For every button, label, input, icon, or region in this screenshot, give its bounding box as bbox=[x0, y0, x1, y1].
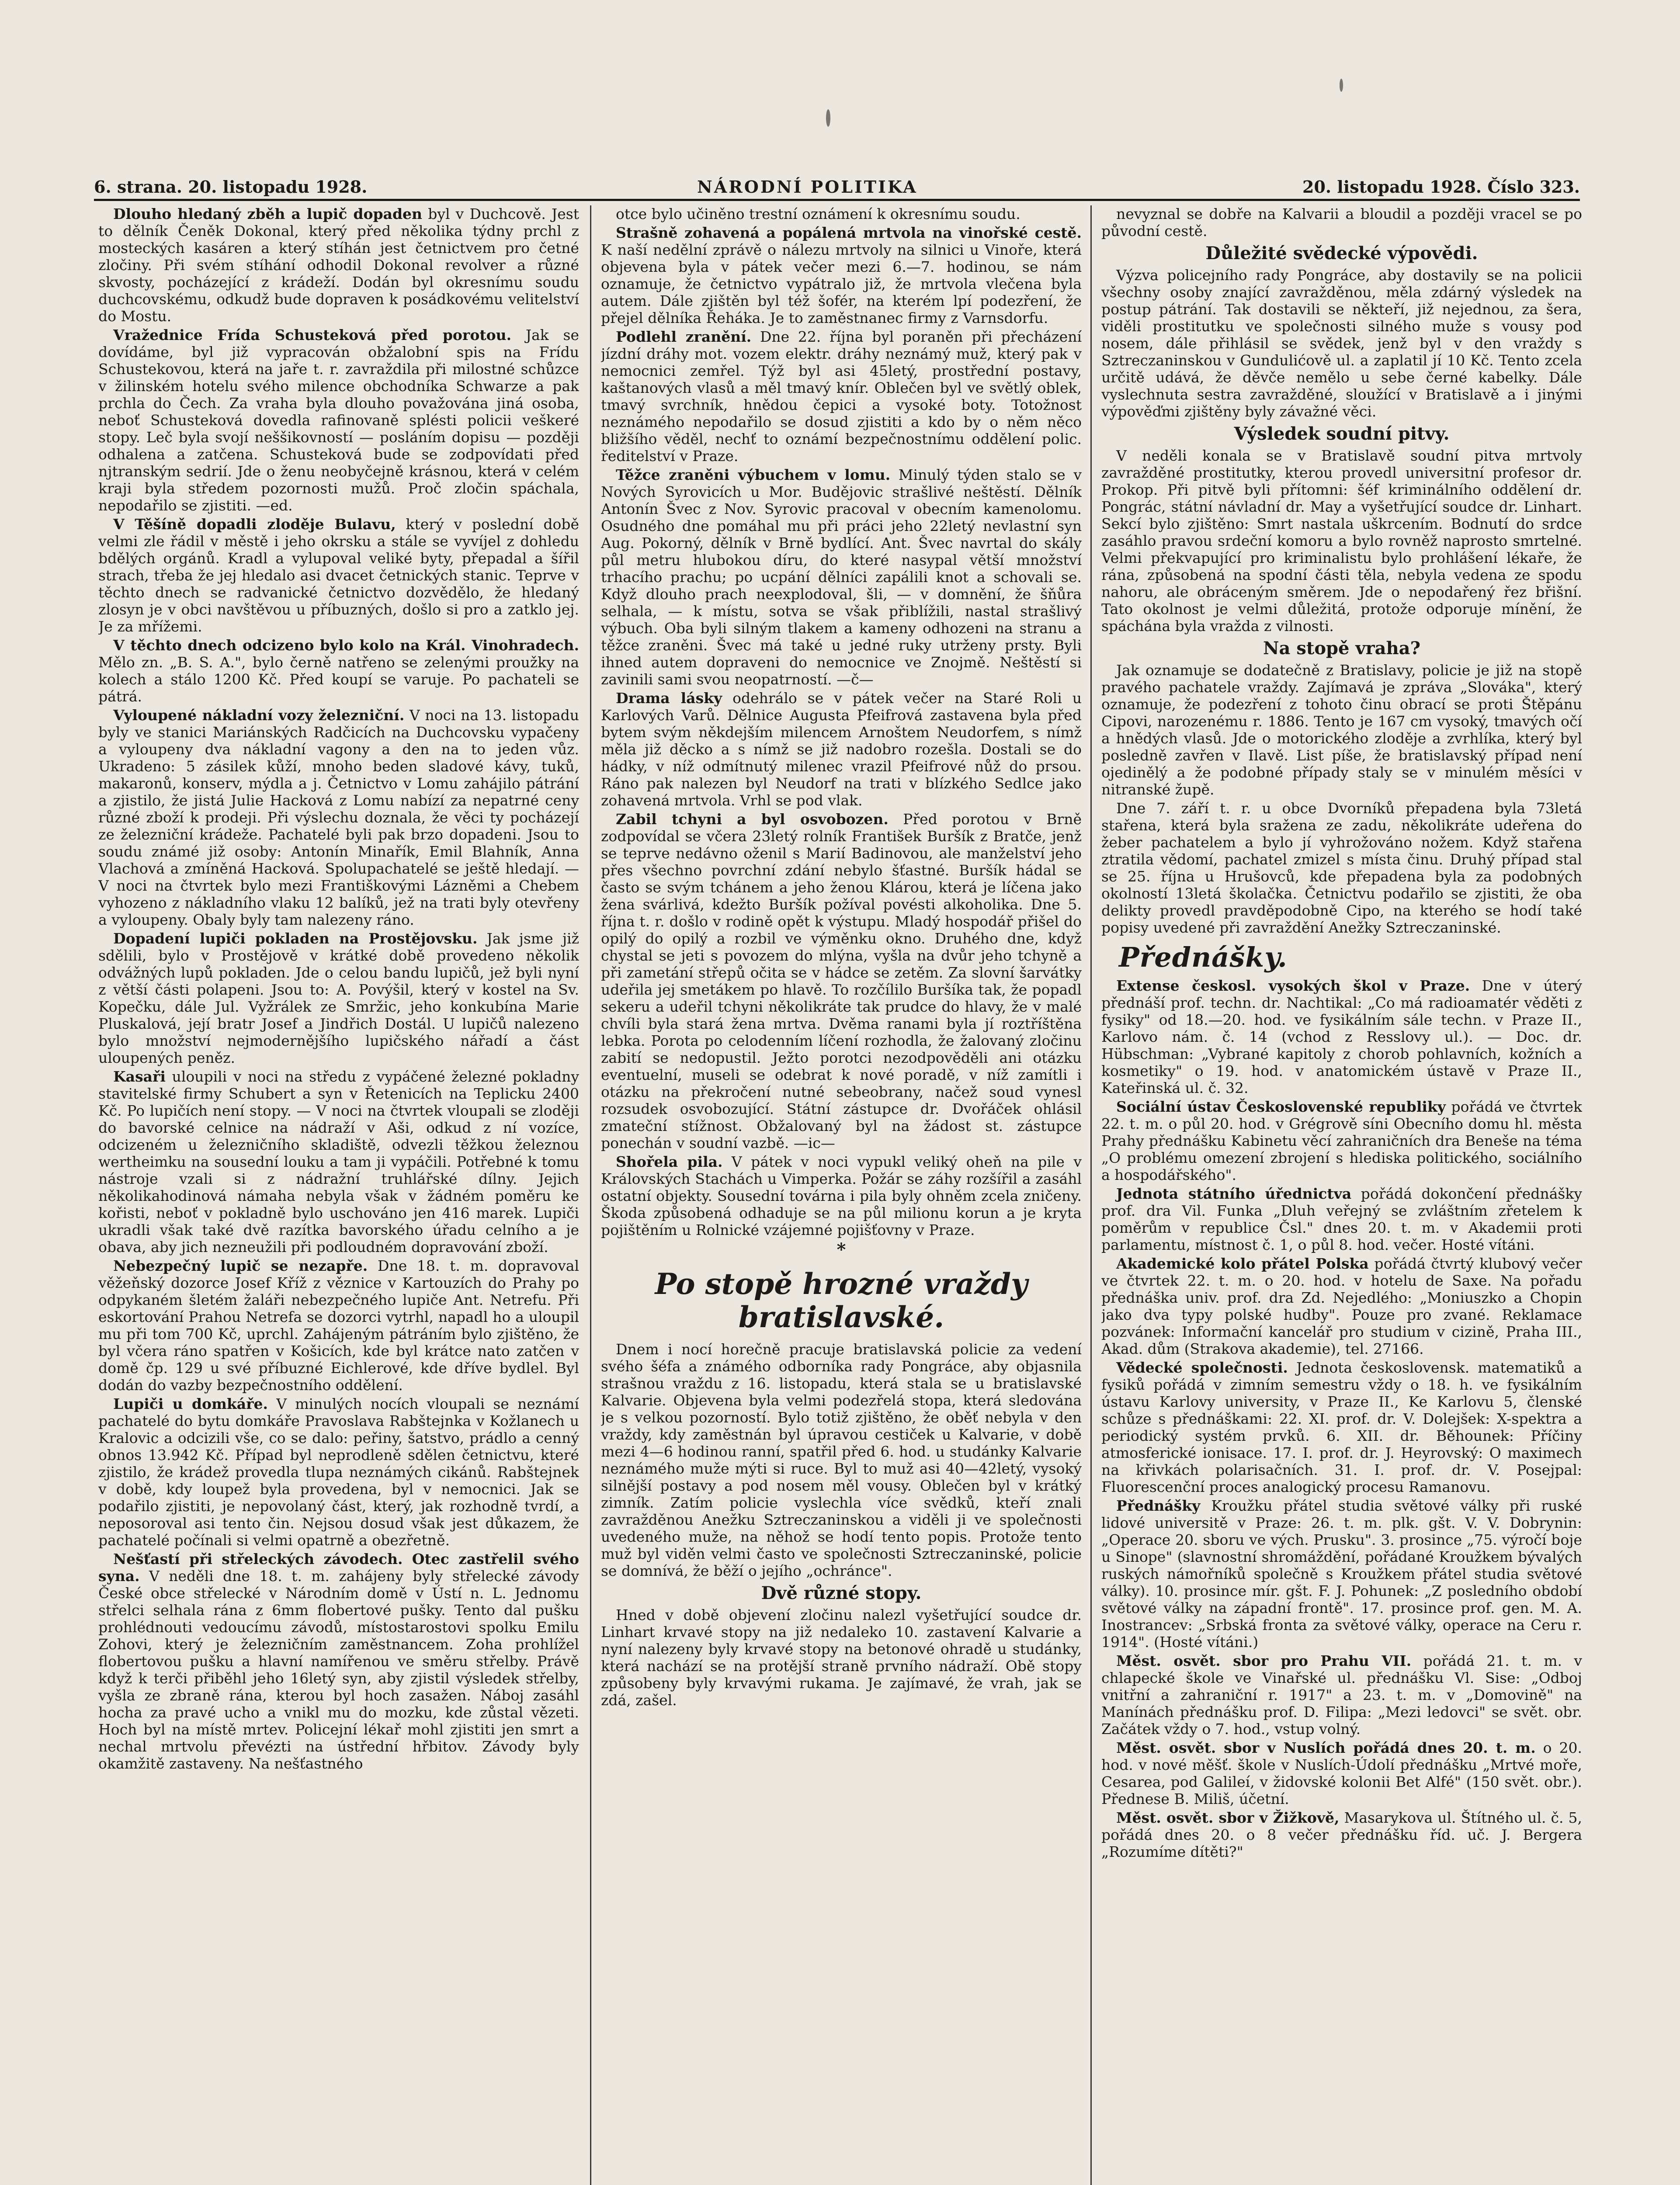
column-rule bbox=[590, 205, 591, 2185]
article-headline: Měst. osvět. sbor v Žižkově, bbox=[1116, 1809, 1340, 1826]
article-headline: V Těšíně dopadli zloděje Bulavu, bbox=[113, 516, 396, 533]
article-title: Po stopě hrozné vraždy bratislavské. bbox=[655, 1267, 1028, 1334]
article-text: nevyznal se dobře na Kalvarii a bloudil a později vracel se po původní cestě. bbox=[1101, 205, 1582, 239]
article-headline: Těžce zraněni výbuchem v lomu. bbox=[616, 466, 891, 483]
article-paragraph bbox=[1101, 1185, 1582, 1253]
article-paragraph bbox=[601, 811, 1082, 1151]
article-text: odehrálo se v pátek večer na Staré Roli u Karlových Varů. Dělnice Augusta Pfeifrová zastavena byla před bytem svým někdejším milencem Arnoštem Neudorfem, s nímž měla již děcko a s nímž se již nadobro rozešla. Dostali se do hádky, v níž odmítnutý milenec vrazil Pfeifrové nůž do prsou. Ráno pak nalezen byl Neudorf na trati v blízkého Sedlce jako zohavená mrtvola. Vrhl se pod vlak. bbox=[601, 690, 1082, 809]
article-text: Kroužku přátel studia světové války při ruské lidové universitě v Praze: 26. t. m. plk. gšt. V. V. Dobrynin: „Operace 20. sboru ve vých. Prusku". 3. prosince „75. výročí boje u Sinope" (slavnostní shromáždění, pořádané Kroužkem bývalých ruských námořníků společně s Kroužkem přátel studia světové války). 10. prosince mír. gšt. F. J. Pohunek: „Z posledního období světové války na západní frontě". 17. prosince prof. gen. M. A. Inostrancev: „Srbská fronta za světové války, operace na Ceru r. 1914". (Hosté vítáni.) bbox=[1101, 1497, 1582, 1651]
article-headline: Dlouho hledaný zběh a lupič dopaden bbox=[113, 205, 423, 222]
article-paragraph bbox=[98, 1068, 579, 1256]
article-paragraph bbox=[601, 466, 1082, 688]
article-paragraph bbox=[98, 516, 579, 635]
separator-star: * bbox=[837, 1239, 846, 1260]
article-paragraph bbox=[1101, 267, 1582, 420]
article-paragraph bbox=[1101, 662, 1582, 798]
article-paragraph bbox=[98, 1550, 579, 1772]
article-paragraph bbox=[98, 1257, 579, 1394]
article-paragraph bbox=[1101, 1098, 1582, 1183]
article-headline: Akademické kolo přátel Polska bbox=[1116, 1255, 1369, 1272]
column-1 bbox=[98, 205, 579, 2185]
article-text: pořádá 21. t. m. v chlapecké škole ve Vinařské ul. přednášku Vl. Sise: „Odboj vnitřní a zahraniční r. 1917" a 23. t. m. v „Domovině" na Manínách přednášku prof. D. Filipa: „Mezi ledovci" se svět. obr. Začátek vždy o 7. hod., vstup volný. bbox=[1101, 1652, 1582, 1738]
article-headline: Kasaři bbox=[113, 1068, 166, 1085]
article-headline: Shořela pila. bbox=[616, 1153, 723, 1170]
column-2 bbox=[601, 205, 1082, 2185]
article-text: pořádá ve čtvrtek 22. t. m. o půl 20. hod. v Grégrově síni Obecního domu hl. města Prahy přednášku Kabinetu věcí zahraničních dra Beneše na téma „O problému omezení zbrojení s hlediska politického, sociálního a hospodářského". bbox=[1101, 1098, 1582, 1183]
article-headline: Přednášky bbox=[1116, 1497, 1201, 1514]
article-text: uloupili v noci na středu z vypáčené železné pokladny stavitelské firmy Schubert a syn v Řetenicích na Teplicku 2400 Kč. Po lupičích není stopy. — V noci na čtvrtek vloupali se zloději do bavorské celnice na nádraží v Aši, odkud z ní vozíce, odcizeném u železničního skladiště, odvezli těžkou železnou wertheimku na sousední louku a tam ji vypáčili. Potřebné k tomu nástroje vzali si z nádražní truhlářské dílny. Jejich několikahodinová námaha nebyla však v žádném poměru ke kořisti, neboť v pokladně bylo uschováno jen 416 marek. Lupiči ukradli však také dvě razítka bavorského úřadu celního a je obava, aby jich nezneužili při podloudném dopravování zboží. bbox=[98, 1068, 579, 1256]
section-title: Přednášky. bbox=[1119, 941, 1288, 973]
article-headline: Strašně zohavená a popálená mrtvola na vinořské cestě. bbox=[616, 224, 1082, 241]
page-header bbox=[94, 177, 1580, 201]
article-paragraph bbox=[601, 1341, 1082, 1579]
article-paragraph bbox=[1101, 977, 1582, 1096]
article-text: V neděli konala se v Bratislavě soudní pitva mrtvoly zavražděné prostitutky, kterou provedl universitní profesor dr. Prokop. Při pitvě byli přítomni: šéf kriminálního oddělení dr. Pongrác, státní návladní dr. May a vyšetřující soudce dr. Linhart. Sekcí bylo zjištěno: Smrt nastala uškrcením. Bodnutí do srdce zasáhlo pravou srdeční komoru a bylo rovněž naprosto smrtelné. Velmi překvapující pro kriminalistu bylo prohlášení lékaře, že rána, způsobená na spodní části těla, nebyla vedena ze spodu nahoru, ale obráceným směrem. Jde o nepodařený řez břišní. Tato okolnost je velmi důležitá, protože odporuje mínění, že spáchána byla vražda z vilnosti. bbox=[1101, 447, 1582, 635]
article-paragraph bbox=[1101, 1497, 1582, 1651]
article-headline: Vědecké společnosti. bbox=[1116, 1359, 1288, 1376]
article-text: Minulý týden stalo se v Nových Syrovicích u Mor. Budějovic strašlivé neštěstí. Dělník Antonín Švec z Nov. Syrovic pracoval v obecním kamenolomu. Osudného dne pomáhal mu při práci jeho 22letý nevlastní syn Aug. Pokorný, dělník v Brně bydlící. Ant. Švec navrtal do skály půl metru hlubokou díru, do které nasypal větší množství trhacího prachu; po ucpání dělníci zapálili knot a schovali se. Když dlouho prach neexplodoval, šli, — v domnění, že šňůra selhala, — k místu, sotva se však přiblížili, nastal strašlivý výbuch. Oba byli silným tlakem a kameny odhozeni na stranu a těžce zraněni. Švec má také u jedné ruky utrženy prsty. Byli ihned autem dopraveni do nemocnice ve Znojmě. Neštěstí si zavinili sami svou neopatrností. —č— bbox=[601, 466, 1082, 688]
article-text: V noci na 13. listopadu byly ve stanici Mariánských Radčicích na Duchcovsku vypačeny a vyloupeny dva nákladní vagony a den na to jeden vůz. Ukradeno: 5 zásilek kůží, mnoho beden sladové kávy, tuků, makaronů, konserv, mýdla a j. Četnictvo v Lomu zahájilo pátrání a zjistilo, že jistá Julie Hacková z Lomu nabízí za nepatrné ceny různé zboží k prodeji. Při výslechu doznala, že věci ty pocházejí ze železniční krádeže. Pachatelé byli pak brzo dopadeni. Jsou to soudu známé již osoby: Antonín Minařík, Emil Blahník, Anna Vlachová a zmíněná Hacková. Spolupachatelé se ještě hledají. — V noci na čtvrtek bylo mezi Františkovými Lázněmi a Chebem vyhozeno z nákladního vlaku 12 balíků, jež na trati byly otevřeny a vyloupeny. Obaly byly tam nalezeny ráno. bbox=[98, 707, 579, 928]
article-text: pořádá dokončení přednášky prof. dra Vil. Funka „Dluh veřejný se zvláštním zřetelem k poměrům v republice Čsl." dnes 20. t. m. v Akademii proti parlamentu, místnost č. 1, o půl 8. hod. večer. Hosté vítáni. bbox=[1101, 1185, 1582, 1253]
article-headline: Vyloupené nákladní vozy železniční. bbox=[113, 707, 405, 724]
article-text: Masarykova ul. Štítného ul. č. 5, pořádá dnes 20. o 8 večer přednášku říd. uč. J. Bergera „Rozumíme dítěti?" bbox=[1101, 1809, 1582, 1860]
article-text: byl v Duchcově. Jest to dělník Čeněk Dokonal, který před několika týdny prchl z mosteckých kasáren a který stíhán jest četnictvem pro četné zločiny. Při svém stíhání odhodil Dokonal revolver a různé skvosty, pocházející z krádeží. Dodán byl okresnímu soudu duchcovskému, odkudž bude dopraven k posádkovému velitelství do Mostu. bbox=[98, 205, 579, 325]
article-paragraph bbox=[601, 224, 1082, 326]
subheading: Důležité svědecké výpovědi. bbox=[1205, 243, 1478, 264]
article-headline: Vražednice Frída Schusteková před porotou. bbox=[113, 326, 512, 343]
header-masthead: NÁRODNÍ POLITIKA bbox=[697, 177, 918, 197]
article-headline: Měst. osvět. sbor v Nuslích pořádá dnes 20. t. m. bbox=[1116, 1739, 1536, 1756]
article-text: Dne 22. října byl poraněn při přecházení jízdní dráhy mot. vozem elektr. dráhy neznámý muž, který pak v nemocnici zemřel. Týž byl asi 45letý, prostřední postavy, kaštanových vlasů a měl tmavý knír. Oblečen byl ve světlý oblek, tmavý svrchník, hnědou čepici a vysoké boty. Totožnost neznámého nepodařilo se dosud zjistiti a kdo by o něm něco bližšího věděl, nechť to oznámí bezpečnostnímu oddělení polic. ředitelství v Praze. bbox=[601, 328, 1082, 465]
article-paragraph bbox=[98, 205, 579, 325]
article-paragraph bbox=[98, 326, 579, 514]
article-headline: Extense českosl. vysokých škol v Praze. bbox=[1116, 977, 1470, 994]
article-text: V neděli dne 18. t. m. zahájeny byly střelecké závody České obce střelecké v Národním domě v Ústí n. L. Jednomu střelci selhala rána z 6mm flobertové pušky. Tento dal pušku prohlédnouti vedoucímu závodů, místostarostovi spolku Emilu Zohovi, který je železničním zaměstnancem. Zoha prohlížel flobertovou pušku a hlavní namířenou ve směru střelby. Právě když k terči přiběhl jeho 16letý syn, aby zjistil výsledek střelby, vyšla ze zbraně rána, kterou byl hoch zasažen. Náboj zasáhl hocha za pravé ucho a vnikl mu do mozku, kde zůstal vězeti. Hoch byl na místě mrtev. Policejní lékař mohl zjistiti jen smrt a nechal mrtvolu převézti na ústřední hřbitov. Závody byly okamžitě zastaveny. Na nešťastného bbox=[98, 1568, 579, 1772]
article-paragraph bbox=[1101, 205, 1582, 239]
article-text: Jak jsme již sdělili, bylo v Prostějově v krátké době provedeno několik odvážných lupů pokladen. Jde o celou bandu lupičů, jež byli nyní z větší části polapeni. Jsou to: A. Povýšil, který v kostel na Sv. Kopečku, dále Jul. Vyžrálek ze Smržic, jeho konkubína Marie Pluskalová, její bratr Josef a Jindřich Dostál. U lupičů nalezeno bylo množství nejmodernějšího lupičského nářadí a část uloupených peněz. bbox=[98, 930, 579, 1066]
article-text: který v poslední době velmi zle řádil v městě i jeho okrsku a stále se vyvíjel z dohledu bdělých orgánů. Kradl a vylupoval veliké byty, přepadal a šířil strach, třeba že jej hledalo asi dvacet četnických stanic. Teprve v těchto dnech se radvanické četnictvo dozvědělo, že hledaný zlosyn je v obci navštěvou u příbuzných, došlo si pro a zatklo jej. Je za mřížemi. bbox=[98, 516, 579, 635]
article-paragraph bbox=[601, 1606, 1082, 1709]
article-headline: V těchto dnech odcizeno bylo kolo na Král. Vinohradech. bbox=[113, 637, 579, 654]
article-text: Dne 18. t. m. dopravoval věžeňský dozorce Josef Kříž z věznice v Kartouzích do Prahy po odpykaném šletém žaláři nebezpečného lupiče Ant. Netrefu. Při eskortování Prahou Netrefa se dozorci vytrhl, napadl ho a uloupil mu při tom 700 Kč, uprchl. Zahájeným pátráním bylo zjištěno, že byl včera ráno spatřen v Košicích, kde byl krátce nato zatčen v domě čp. 129 u své příbuzné Eichlerové, kde dříve bydlel. Byl dodán do vazby bezpečnostního oddělení. bbox=[98, 1257, 579, 1394]
article-headline: Nešťastí při střeleckých závodech. Otec zastřelil svého syna. bbox=[98, 1550, 579, 1585]
article-headline: Podlehl zranění. bbox=[616, 328, 752, 345]
article-text: Dne 7. září t. r. u obce Dvorníků přepadena byla 73letá stařena, která byla sražena ze zadu, několikráte udeřena do žeber pachatelem a bylo jí vyhrožováno nožem. Když stařena ztratila vědomí, pachatel zmizel s místa činu. Druhý případ stal se 25. října u Hrušovců, kde přepadena byla za podobných okolností 13letá školačka. Četnictvu podařilo se zjistiti, že oba delikty provedl pravděpodobně Cipo, na kterého se hodí také popisy uvedené při zavraždění Anežky Sztreczaninské. bbox=[1101, 800, 1582, 936]
article-text: K naší nedělní zprávě o nálezu mrtvoly na silnici u Vinoře, která objevena byla v pátek večer mezi 6.—7. hodinou, se nám oznamuje, že četnictvo vypátralo již, že mrtvola vlečena byla autem. Dále zjištěn byl též šofér, na kterém lpí podezření, že přejel dělníka Řeháka. Je to zaměstnanec firmy z Varnsdorfu. bbox=[601, 241, 1082, 326]
article-text: Jak se dovídáme, byl již vypracován obžalobní spis na Frídu Schustekovou, která na jaře t. r. zavraždila při milostné schůzce v žilinském hotelu svého milence obchodníka Schwarze a pak prchla do Čech. Za vraha byla dlouho považována jiná osoba, neboť Schusteková dovedla rafinovaně splésti policii veškeré stopy. Leč byla svojí neššikovností — posláním dopisu — později odhalena a zatčena. Schusteková bude se zodpovídati před njtranským sedrií. Jde o ženu neobyčejně krásnou, která v celém kraji byla středem pozornosti mužů. Proč zločin spáchala, nepodařilo se zjistiti. —ed. bbox=[98, 326, 579, 514]
article-text: o 20. hod. v nové měšť. škole v Nuslích-Údolí přednášku „Mrtvé moře, Cesarea, pod Galileí, v židovské kolonii Bet Alfé" (150 svět. obr.). Přednese B. Miliš, účetní. bbox=[1101, 1739, 1582, 1807]
article-paragraph bbox=[98, 1395, 579, 1549]
article-paragraph bbox=[601, 690, 1082, 809]
article-text: Před porotou v Brně zodpovídal se včera 23letý rolník František Buršík z Bratče, jenž se teprve nedávno oženil s Marií Badinovou, ale manželství jeho přes všechno povrchní zdání nebylo šťastné. Buršík hádal se často se svým tchánem a jeho ženou Klárou, která je líčena jako žena svárlivá, kdežto Buršík požíval povésti alkoholika. Dne 5. října t. r. došlo v rodině opět k výstupu. Mladý hospodář přišel do opilý do opilý a rozbil ve výměnku okno. Druhého dne, když chystal se jeti s povozem do mlýna, vyšla na dvůr jeho tchyně a při zametání střepů očita se v hádce se zetěm. Za slovní šarvátky udeřila jej smetákem po hlavě. To rozčílilo Buršíka tak, že popadl sekeru a udeřil tchyni několikráte tak prudce do hlavy, že v malé chvíli byla stará žena mrtva. Dvěma ranami byla jí roztříštěna lebka. Porota po celodenním líčení rozhodla, že žalovaný zločinu zabití se nedopustil. Ježto porotci nezodpověděli ani otázku eventuelní, museli se odebrat k nové poradě, v níž zamítli i otázku na překročení nutné sebeobrany, načež soud vynesl rozsudek osvobozující. Státní zástupce dr. Dvořáček ohlásil zmateční stížnost. Obžalovaný byl na žádost st. zástupce ponechán v soudní vazbě. —ic— bbox=[601, 811, 1082, 1151]
article-paragraph bbox=[1101, 1739, 1582, 1807]
article-paragraph bbox=[601, 1153, 1082, 1238]
article-paragraph bbox=[601, 205, 1082, 222]
article-headline: Zabil tchyni a byl osvobozen. bbox=[616, 811, 889, 828]
article-text: Výzva policejního rady Pongráce, aby dostavily se na policii všechny osoby znající zavražděnou, měla zdárný výsledek na postup pátrání. Tak dostavili se někteří, již nejednou, za šera, viděli prostitutku ve společnosti silného muže s vousy pod nosem, dále přihlásil se svědek, jenž byl v den vraždy s Sztreczaninskou v Gundulićově ul. a zaplatil jí 10 Kč. Tento zcela určitě udává, že děvče nemělo u sebe černé kabelky. Dále vyslechnuta sestra zavražděné, sloužící v Bratislavě a i jinými výpověďmi zjištěny byly závažné věci. bbox=[1101, 267, 1582, 420]
article-text: Hned v době objevení zločinu nalezl vyšetřující soudce dr. Linhart krvavé stopy na již nedaleko 10. zastavení Kalvarie a nyní nalezeny byly krvavé stopy na betonové ohradě u studánky, která nachází se na protější straně prvního nádraží. Obě stopy způsobeny byly krvavými rukama. Je zajímavé, že vrah, jak se zdá, zašel. bbox=[601, 1606, 1082, 1709]
subheading: Výsledek soudní pitvy. bbox=[1234, 423, 1450, 444]
article-text: pořádá čtvrtý klubový večer ve čtvrtek 22. t. m. o 20. hod. v hotelu de Saxe. Na pořadu přednáška univ. prof. dra Zd. Nejedlého: „Moniuszko a Chopin jako dva typy polské hudby". Pouze pro zvané. Reklamace pozvánek: Informační kancelář pro studium v cizině, Praha III., Akad. dům (Strakova akademie), tel. 27166. bbox=[1101, 1255, 1582, 1357]
article-headline: Drama lásky bbox=[616, 690, 722, 707]
article-text: V minulých nocích vloupali se neznámí pachatelé do bytu domkáře Pravoslava Rabštejnka v Kožlanech u Kralovic a odcizili vše, co se dalo: peřiny, šatstvo, prádlo a cenný obnos 13.942 Kč. Případ byl neprodleně sdělen četnictvu, které zjistilo, že krádež provedla tlupa neznámých cikánů. Rabštejnek v době, kdy loupež byla provedena, byl v nemocnici. Jak se podařilo zjistiti, je nepovolaný část, který, jak rozhodně tvrdí, a neposoroval asi tento čin. Nejsou dosud však jest důkazem, že pachatelé počínali si velmi opatrně a obezřetně. bbox=[98, 1395, 579, 1549]
article-paragraph bbox=[98, 930, 579, 1066]
article-paragraph bbox=[601, 328, 1082, 465]
article-text: Mělo zn. „B. S. A.", bylo černě natřeno se zelenými proužky na kolech a stálo 1200 Kč. Před koupí se varuje. Po pachateli se pátrá. bbox=[98, 654, 579, 705]
article-headline: Lupiči u domkáře. bbox=[113, 1395, 268, 1412]
article-text: Dne v úterý přednáší prof. techn. dr. Nachtikal: „Co má radioamatér věděti z fysiky" od 18.—20. hod. ve fysikálním sále techn. v Praze II., Karlovo nám. č. 14 (vchod z Resslovy ul.). — Doc. dr. Hübschman: „Vybrané kapitoly z chorob pohlavních, kožních a kosmetiky" o 19. hod. v anatomickém ústavě v Praze II., Kateřinská ul. č. 32. bbox=[1101, 977, 1582, 1096]
header-left: 6. strana. 20. listopadu 1928. bbox=[94, 177, 368, 197]
article-text: Jak oznamuje se dodatečně z Bratislavy, policie je již na stopě pravého pachatele vraždy. Zajímavá je zpráva „Slováka", který oznamuje, že podezření z tohoto činu obrací se proti Štěpánu Cipovi, narozenému r. 1886. Tento je 167 cm vysoký, tmavých očí a hnědých vlasů. Jde o motorického zloděje a zvrhlíka, který byl posledně zavřen v Ilavě. List píše, že bratislavský případ není ojedinělý a že podobné případy staly se v minulém měsíci v nitranské župě. bbox=[1101, 662, 1582, 798]
column-3 bbox=[1101, 205, 1582, 2185]
column-rule bbox=[1090, 205, 1092, 2185]
article-paragraph bbox=[1101, 447, 1582, 635]
article-paragraph bbox=[1101, 1809, 1582, 1860]
article-headline: Jednota státního úřednictva bbox=[1116, 1185, 1352, 1202]
article-text: Dnem i nocí horečně pracuje bratislavská policie za vedení svého šéfa a známého odborníka rady Pongráce, aby objasnila strašnou vraždu z 16. listopadu, která stala se u bratislavské Kalvarie. Objevena byla velmi podezřelá stopa, která sledována je s velkou pozorností. Bylo totiž zjištěno, že oběť nebyla v den vraždy, kdy zaměstnán byl úpravou cestiček u Kalvarie, v době mezi 4—6 hodinou ranní, spatřil před 6. hod. u studánky Kalvarie neznámého muže mýti si ruce. Byl to muž asi 40—42letý, vysoký silnější postavy a pod nosem měl vousy. Oblečen byl v krátký zimník. Zatím policie vyslechla více svědků, kteří znali zavražděnou Anežku Sztreczaninskou a viděli ji ve společnosti uvedeného muže, na něhož se hodí tento popis. Protože tento muž byl viděn velmi často ve společnosti Sztreczaninské, policie se domnívá, že běží o jejího „ochránce". bbox=[601, 1341, 1082, 1579]
article-headline: Dopadení lupiči pokladen na Prostějovsku. bbox=[113, 930, 478, 947]
subheading: Na stopě vraha? bbox=[1263, 638, 1421, 659]
article-text: Jednota československ. matematiků a fysiků pořádá v zimním semestru vždy o 18. h. ve fysikálním ústavu Karlovy university, v Praze II., Ke Karlovu 5, členské schůze s přednáškami: 22. XI. prof. dr. V. Dolejšek: X-spektra a periodický systém prvků. 6. XII. dr. Běhounek: Příčiny atmosferické ionisace. 17. I. prof. dr. J. Heyrovský: O maximech na křivkách polarisačních. 31. I. prof. dr. V. Posejpal: Fluorescenční proces analogický procesu Ramanovu. bbox=[1101, 1359, 1582, 1495]
article-headline: Měst. osvět. sbor pro Prahu VII. bbox=[1116, 1652, 1412, 1669]
article-paragraph bbox=[98, 637, 579, 705]
header-right: 20. listopadu 1928. Číslo 323. bbox=[1302, 177, 1580, 197]
article-paragraph bbox=[1101, 1359, 1582, 1495]
article-text: otce bylo učiněno trestní oznámení k okresnímu soudu. bbox=[616, 205, 1020, 222]
paper-blemish bbox=[826, 109, 830, 127]
article-paragraph bbox=[1101, 1652, 1582, 1738]
article-paragraph bbox=[1101, 1255, 1582, 1357]
article-paragraph bbox=[1101, 800, 1582, 936]
paper-blemish bbox=[1340, 79, 1343, 92]
article-headline: Sociální ústav Československé republiky bbox=[1116, 1098, 1446, 1115]
subheading: Dvě různé stopy. bbox=[761, 1583, 922, 1603]
article-headline: Nebezpečný lupič se nezapře. bbox=[113, 1257, 368, 1274]
article-paragraph bbox=[98, 707, 579, 928]
article-text: V pátek v noci vypukl veliký oheň na pile v Královských Stachách u Vimperka. Požár se záhy rozšířil a zasáhl ostatní objekty. Sousední továrna i pila byly ohněm zcela zničeny. Škoda způsobená odhaduje se na půl milionu korun a je kryta pojištěním u Rolnické vzájemné pojišťovny v Praze. bbox=[601, 1153, 1082, 1238]
